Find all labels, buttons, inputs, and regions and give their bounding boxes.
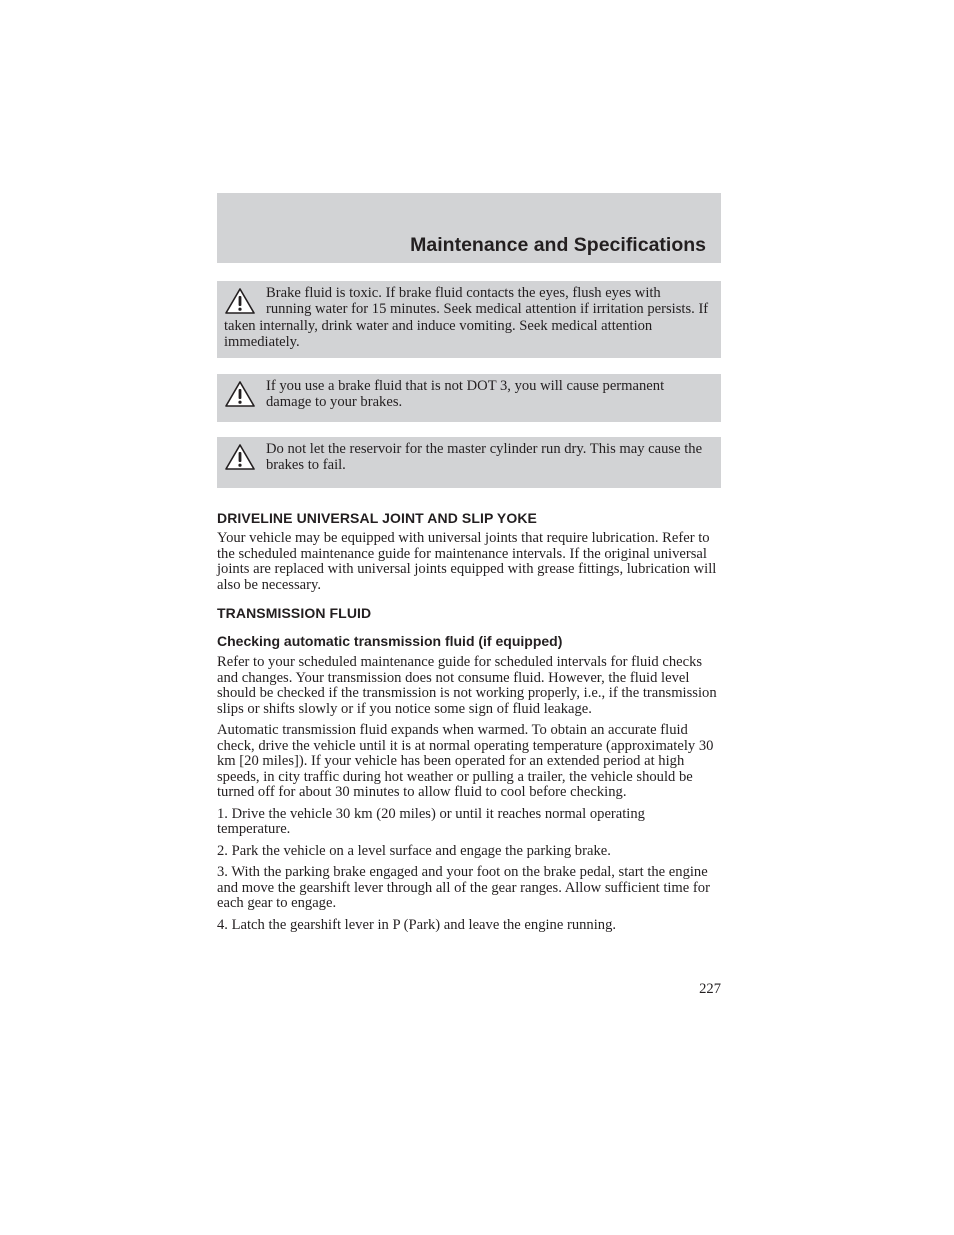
transmission-paragraph: Automatic transmission fluid expands when warmed. To obtain an accurate fluid check, drive the vehicle until it is at normal operating temperature (approximately 30 km [20 miles]). If your vehicle has been operated for an extended period at high speeds, in city traffic during hot weather or pulling a trailer, the vehicle should be turned off for about 30 minutes to allow fluid to cool before checking. <box>217 722 714 801</box>
warning-triangle-icon <box>224 380 256 408</box>
warning-triangle-icon <box>224 443 256 471</box>
step-item: 2. Park the vehicle on a level surface and engage the parking brake. <box>217 842 611 859</box>
checking-subheading: Checking automatic transmission fluid (if equipped) <box>217 633 563 650</box>
step-item: 1. Drive the vehicle 30 km (20 miles) or until it reaches normal operating temperature. <box>217 805 645 838</box>
warning-text: Do not let the reservoir for the master cylinder run dry. This may cause the brakes to fail. <box>266 440 703 474</box>
section-header <box>217 193 721 263</box>
driveline-heading: DRIVELINE UNIVERSAL JOINT AND SLIP YOKE <box>217 510 537 527</box>
manual-page <box>217 193 721 933</box>
transmission-paragraph: Refer to your scheduled maintenance guide for scheduled intervals for fluid checks and changes. Your transmission does not consume fluid. However, the fluid level should be checked if the transmission is not working properly, i.e., if the transmission slips or shifts slowly or if you notice some sign of fluid leakage. <box>217 654 717 717</box>
warning-box-reservoir <box>217 437 721 489</box>
warning-text: If you use a brake fluid that is not DOT 3, you will cause permanent damage to your brakes. <box>266 378 665 411</box>
driveline-paragraph: Your vehicle may be equipped with universal joints that require lubrication. Refer to the scheduled maintenance guide for maintenance intervals. If the original universal joints are replaced with universal joints equipped with grease fittings, lubrication will also be necessary. <box>217 530 717 593</box>
page-number: 227 <box>699 981 721 997</box>
step-item: 4. Latch the gearshift lever in P (Park) and leave the engine running. <box>217 916 617 933</box>
warning-box-toxic <box>217 281 721 358</box>
warning-box-dot3 <box>217 374 721 422</box>
warning-text: Brake fluid is toxic. If brake fluid contacts the eyes, flush eyes with running water for 15 minutes. Seek medical attention if irritation persists. If taken internally, drink water and induce vomiting. Seek medical attention immediately. <box>224 285 709 350</box>
transmission-heading: TRANSMISSION FLUID <box>217 605 372 622</box>
step-item: 3. With the parking brake engaged and your foot on the brake pedal, start the engine and move the gearshift lever through all of the gear ranges. Allow sufficient time for each gear to engage. <box>217 864 710 912</box>
warning-triangle-icon <box>224 287 256 315</box>
section-title: Maintenance and Specifications <box>410 234 706 256</box>
